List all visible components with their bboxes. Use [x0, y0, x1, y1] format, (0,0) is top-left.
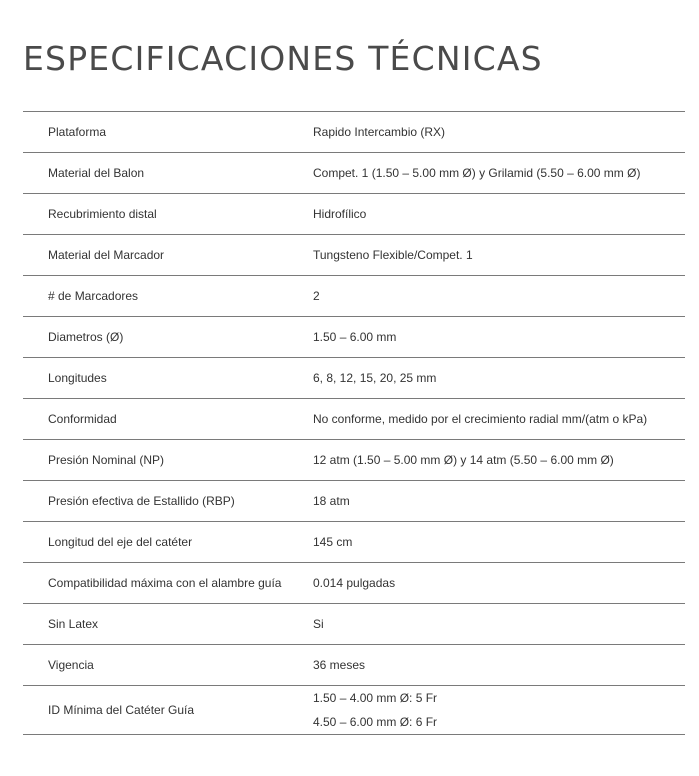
spec-label: Sin Latex — [23, 604, 313, 645]
table-row — [23, 112, 685, 153]
spec-value: No conforme, medido por el crecimiento radial mm/(atm o kPa) — [313, 399, 685, 440]
spec-label: # de Marcadores — [23, 276, 313, 317]
spec-value: 1.50 – 6.00 mm — [313, 317, 685, 358]
spec-value-line: 1.50 – 4.00 mm Ø: 5 Fr — [313, 691, 438, 705]
table-row — [23, 153, 685, 194]
table-row — [23, 645, 685, 686]
table-row — [23, 317, 685, 358]
spec-value: Si — [313, 604, 685, 645]
table-row — [23, 440, 685, 481]
spec-label: Diametros (Ø) — [23, 317, 313, 358]
spec-label: Material del Balon — [23, 153, 313, 194]
spec-value: 145 cm — [313, 522, 685, 563]
spec-label: Material del Marcador — [23, 235, 313, 276]
table-row — [23, 686, 685, 735]
table-row — [23, 604, 685, 645]
table-row — [23, 276, 685, 317]
table-row — [23, 481, 685, 522]
table-row — [23, 235, 685, 276]
spec-value: 18 atm — [313, 481, 685, 522]
spec-value: 12 atm (1.50 – 5.00 mm Ø) y 14 atm (5.50 – 6.00 mm Ø) — [313, 440, 685, 481]
spec-value: Hidrofílico — [313, 194, 685, 235]
spec-label: Compatibilidad máxima con el alambre guía — [23, 563, 313, 604]
spec-label: Conformidad — [23, 399, 313, 440]
spec-label: Presión efectiva de Estallido (RBP) — [23, 481, 313, 522]
spec-value: 2 — [313, 276, 685, 317]
page-title: ESPECIFICACIONES TÉCNICAS — [23, 39, 543, 78]
spec-label: Plataforma — [23, 112, 313, 153]
spec-value — [313, 686, 685, 735]
table-row — [23, 522, 685, 563]
spec-value: Tungsteno Flexible/Compet. 1 — [313, 235, 685, 276]
table-row — [23, 194, 685, 235]
spec-label: Presión Nominal (NP) — [23, 440, 313, 481]
spec-value-line: 4.50 – 6.00 mm Ø: 6 Fr — [313, 715, 438, 729]
spec-value: 36 meses — [313, 645, 685, 686]
table-row — [23, 358, 685, 399]
spec-value: Compet. 1 (1.50 – 5.00 mm Ø) y Grilamid (5.50 – 6.00 mm Ø) — [313, 153, 685, 194]
spec-label: Vigencia — [23, 645, 313, 686]
specifications-table — [23, 111, 685, 735]
table-row — [23, 563, 685, 604]
spec-value: Rapido Intercambio (RX) — [313, 112, 685, 153]
spec-label: Longitudes — [23, 358, 313, 399]
spec-value: 6, 8, 12, 15, 20, 25 mm — [313, 358, 685, 399]
spec-label: Recubrimiento distal — [23, 194, 313, 235]
table-row — [23, 399, 685, 440]
spec-label: Longitud del eje del catéter — [23, 522, 313, 563]
spec-value: 0.014 pulgadas — [313, 563, 685, 604]
spec-label: ID Mínima del Catéter Guía — [23, 686, 313, 735]
